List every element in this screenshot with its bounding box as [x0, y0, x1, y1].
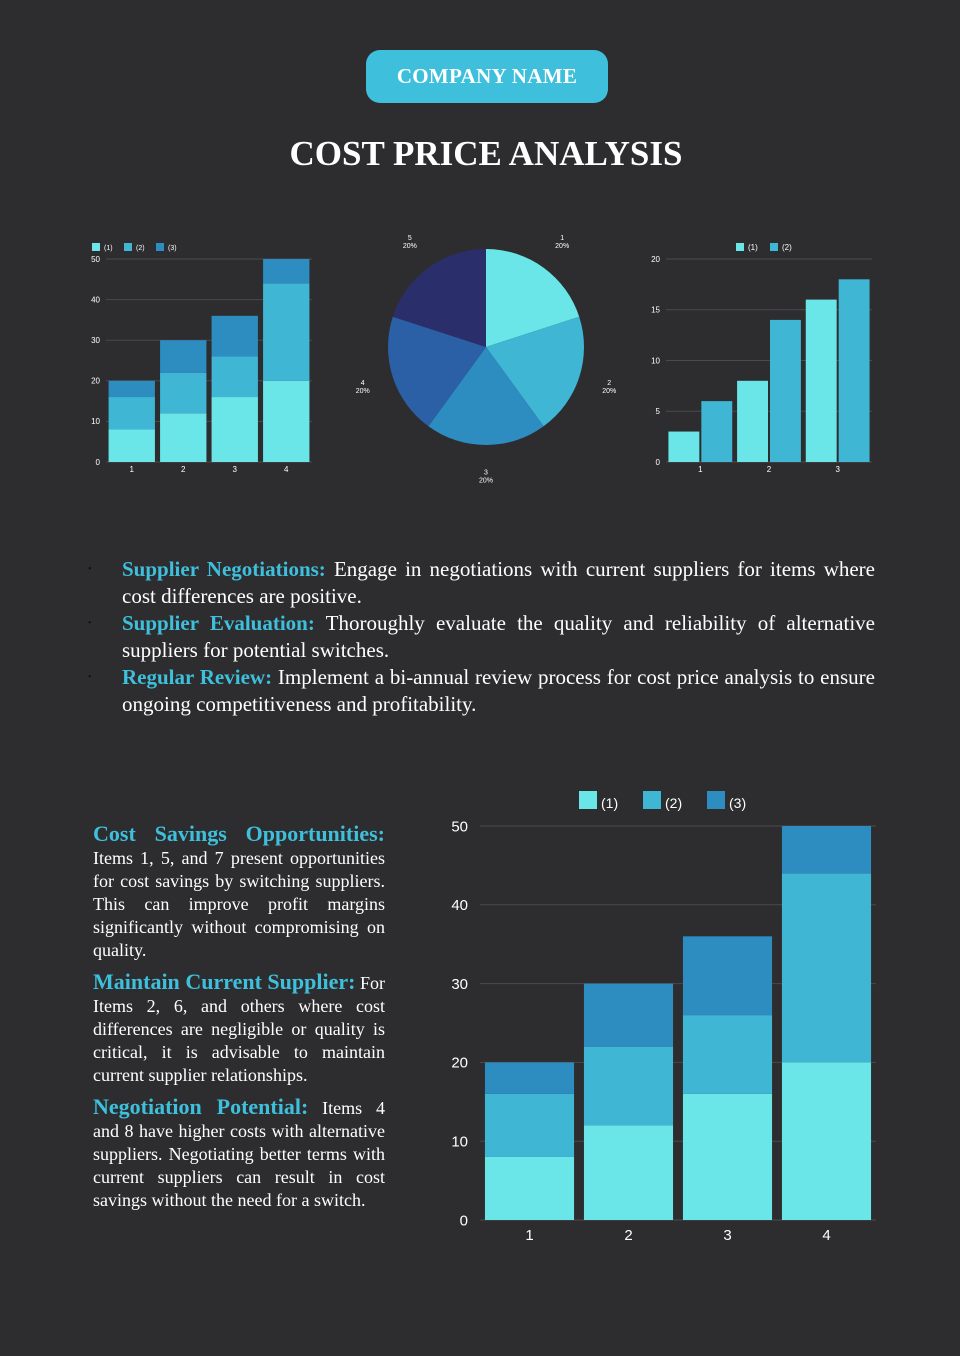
legend-swatch	[643, 791, 661, 809]
note-paragraph	[93, 970, 385, 1087]
legend-label: (2)	[665, 795, 683, 811]
y-tick-label: 10	[451, 1133, 468, 1151]
bar	[668, 432, 699, 462]
y-tick-label: 30	[451, 975, 468, 993]
stacked-bar-chart-large	[440, 786, 890, 1246]
bar-segment	[485, 1094, 574, 1157]
bar-segment	[584, 1125, 673, 1220]
note-heading: Maintain Current Supplier:	[93, 969, 356, 994]
bar	[737, 381, 768, 462]
page-title: COST PRICE ANALYSIS	[289, 134, 683, 173]
pie-slice-name: 5	[407, 235, 412, 243]
list-item	[88, 664, 875, 718]
note-text: Items 4 and 8 have higher costs with alternative suppliers. Negotiating better terms with current suppliers can result in cost savings without the need for a switch.	[93, 1098, 386, 1210]
x-tick-label: 1	[525, 1227, 534, 1244]
note-text: Items 1, 5, and 7 present opportunities for cost savings by switching suppliers. This can improve profit margins significantly without compromising on quality.	[93, 848, 385, 960]
bullet-dot-icon: •	[88, 564, 92, 575]
x-tick-label: 3	[835, 465, 840, 474]
bar-segment	[160, 340, 206, 372]
bar-segment	[109, 397, 155, 429]
note-heading: Cost Savings Opportunities:	[93, 821, 385, 846]
bar-segment	[263, 381, 309, 462]
note-paragraph	[93, 822, 385, 962]
legend-label: (2)	[136, 245, 145, 252]
y-tick-label: 50	[91, 254, 100, 264]
bullet-text: Engage in negotiations with current suppliers for items where cost differences are positive.	[122, 557, 875, 608]
legend-swatch	[124, 243, 132, 251]
list-item	[88, 556, 875, 610]
pie-slice-label: 20%	[602, 388, 617, 396]
bar-segment	[683, 936, 772, 1015]
y-tick-label: 40	[451, 897, 468, 915]
legend-label: (2)	[782, 243, 792, 252]
x-tick-label: 2	[624, 1227, 633, 1244]
x-tick-label: 4	[284, 465, 289, 474]
bullet-text: Implement a bi-annual review process for cost price analysis to ensure ongoing competitiveness and profitability.	[122, 665, 875, 716]
bar-segment	[212, 356, 258, 397]
x-tick-label: 4	[822, 1227, 831, 1244]
legend-swatch	[736, 243, 744, 251]
bar-segment	[683, 1015, 772, 1094]
bar-segment	[584, 984, 673, 1047]
y-tick-label: 15	[651, 305, 660, 315]
list-item	[88, 610, 875, 664]
legend-label: (3)	[168, 245, 177, 252]
x-tick-label: 3	[232, 465, 237, 474]
x-tick-label: 2	[766, 465, 772, 474]
y-tick-label: 10	[651, 356, 660, 366]
x-tick-label: 1	[129, 465, 134, 474]
y-tick-label: 0	[95, 457, 100, 467]
y-tick-label: 40	[91, 295, 100, 305]
bar-segment	[263, 259, 309, 283]
bar-segment	[782, 826, 871, 873]
y-tick-label: 20	[651, 254, 660, 264]
y-tick-label: 10	[91, 417, 100, 427]
bar	[806, 300, 837, 462]
pie-slice-name: 2	[607, 380, 612, 388]
company-name-badge	[366, 50, 608, 103]
note-paragraph	[93, 1095, 385, 1212]
bar-segment	[160, 413, 206, 462]
legend-swatch	[156, 243, 164, 251]
legend-label: (1)	[601, 795, 619, 811]
bar-segment	[212, 397, 258, 462]
pie-slice-name: 1	[560, 235, 565, 243]
bar-segment	[485, 1157, 574, 1220]
pie-slice-label: 20%	[478, 477, 494, 485]
pie-slice-label: 20%	[402, 243, 417, 251]
bullet-heading: Supplier Negotiations:	[122, 557, 326, 581]
y-tick-label: 30	[91, 336, 100, 345]
x-tick-label: 3	[723, 1227, 732, 1244]
y-tick-label: 0	[655, 457, 660, 467]
bar	[701, 401, 732, 462]
y-tick-label: 5	[655, 407, 660, 417]
legend-swatch	[92, 243, 100, 251]
company-name: COMPANY NAME	[396, 64, 578, 88]
bar-segment	[212, 316, 258, 357]
bar-segment	[160, 373, 206, 414]
bullet-dot-icon: •	[88, 618, 92, 629]
y-tick-label: 50	[451, 818, 468, 836]
bar	[839, 279, 870, 462]
bullet-heading: Regular Review:	[122, 665, 273, 689]
recommendation-list	[88, 556, 875, 718]
grouped-bar-chart	[640, 236, 880, 478]
bar-segment	[109, 381, 155, 397]
pie-slice-name: 3	[484, 469, 488, 477]
x-tick-label: 1	[698, 465, 703, 474]
legend-swatch	[579, 791, 597, 809]
bar-segment	[683, 1094, 772, 1220]
bullet-heading: Supplier Evaluation:	[122, 611, 315, 635]
pie-slice-label: 20%	[555, 243, 570, 251]
note-heading: Negotiation Potential:	[93, 1094, 309, 1119]
bar-segment	[782, 1062, 871, 1220]
x-tick-label: 2	[181, 465, 186, 474]
pie-slice-label: 20%	[355, 388, 370, 396]
analysis-notes	[93, 822, 385, 1220]
y-tick-label: 0	[459, 1212, 468, 1230]
bar-segment	[263, 283, 309, 380]
bar-segment	[584, 1047, 673, 1126]
y-tick-label: 20	[451, 1054, 468, 1072]
stacked-bar-chart-small	[80, 236, 320, 478]
pie-slice-name: 4	[360, 380, 365, 388]
legend-label: (3)	[729, 795, 747, 811]
bar-segment	[485, 1062, 574, 1094]
bullet-dot-icon: •	[88, 672, 92, 683]
note-text: For Items 2, 6, and others where cost differences are negligible or quality is critical, it is advisable to maintain current supplier relationships.	[93, 973, 385, 1085]
pie-chart	[355, 235, 617, 485]
bar	[770, 320, 801, 462]
bar-segment	[782, 873, 871, 1062]
legend-label: (1)	[104, 245, 113, 252]
legend-swatch	[770, 243, 778, 251]
y-tick-label: 20	[91, 376, 100, 386]
bar-segment	[109, 430, 155, 462]
legend-label: (1)	[748, 243, 758, 252]
legend-swatch	[707, 791, 725, 809]
bullet-text: Thoroughly evaluate the quality and reliability of alternative suppliers for potential switches.	[122, 611, 875, 662]
